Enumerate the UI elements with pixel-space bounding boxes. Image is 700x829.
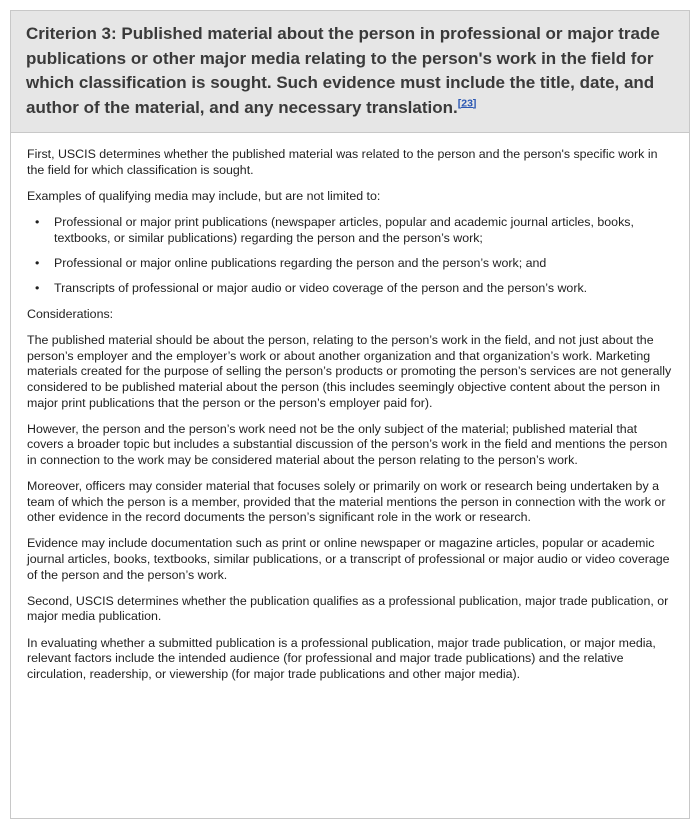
list-item — [27, 281, 673, 297]
paragraph-employer: The published material should be about the person, relating to the person’s work in the field, and not just about the person’s employer and the employer’s work or about another organization and that organization’s work. Marketing materials created for the purpose of selling the person’s products or promoting the person’s services are not generally considered to be published material about the person (this includes seemingly objective content about the person in major print publications that the person or the person’s employer paid for). — [27, 333, 672, 410]
bullet-icon: • — [35, 281, 40, 296]
examples-lead: Examples of qualifying media may include, but are not limited to: — [27, 188, 381, 203]
list-item — [27, 256, 673, 272]
bullet-icon: • — [35, 214, 40, 229]
paragraph-second: Second, USCIS determines whether the publication qualifies as a professional publication, major trade publication, or major media publication. — [27, 593, 669, 624]
bullet-icon: • — [35, 255, 40, 270]
list-item-text: Transcripts of professional or major audio or video coverage of the person and the person’s work. — [54, 281, 588, 296]
examples-list — [27, 215, 673, 297]
list-item-text: Professional or major print publications (newspaper articles, popular and academic journal articles, books, textbooks, or similar publications) regarding the person and the person’s work; — [54, 214, 634, 245]
considerations-label: Considerations: — [27, 306, 114, 321]
criterion-card — [10, 10, 690, 819]
paragraph-team-work: Moreover, officers may consider material that focuses solely or primarily on work or research being undertaken by a team of which the person is a member, provided that the material mentions the person in connection with the work or other evidence in the record documents the person’s significant role in the work or research. — [27, 479, 666, 525]
paragraph-evaluating: In evaluating whether a submitted publication is a professional publication, major trade publication, or major media, relevant factors include the intended audience (for professional and major trade publications) and the relative circulation, readership, or viewership (for major trade publications and other major media). — [27, 635, 656, 681]
criterion-header — [11, 11, 689, 133]
footnote-link[interactable]: [23] — [457, 96, 477, 109]
intro-paragraph: First, USCIS determines whether the published material was related to the person and the person's specific work in the field for which classification is sought. — [27, 147, 658, 177]
list-item-text: Professional or major online publications regarding the person and the person’s work; and — [54, 255, 547, 270]
list-item — [27, 215, 673, 246]
paragraph-evidence: Evidence may include documentation such as print or online newspaper or magazine articles, popular or academic journal articles, books, textbooks, similar publications, or a transcript of professional or major audio or video coverage of the person and the person’s work. — [27, 536, 670, 582]
criterion-title-text: Criterion 3: Published material about the person in professional or major trade publications or other major media relating to the person's work in the field for which classification is sought. Such evidence must include the title, date, and author of the material, and any necessary translation. — [26, 24, 660, 117]
paragraph-broader-topic: However, the person and the person’s work need not be the only subject of the material; published material that covers a broader topic but includes a substantial discussion of the person’s work in the field and mentions the person in connection to the work may be considered material about the person relating to the person’s work. — [27, 421, 668, 467]
criterion-body — [11, 133, 689, 682]
criterion-title — [26, 22, 675, 120]
